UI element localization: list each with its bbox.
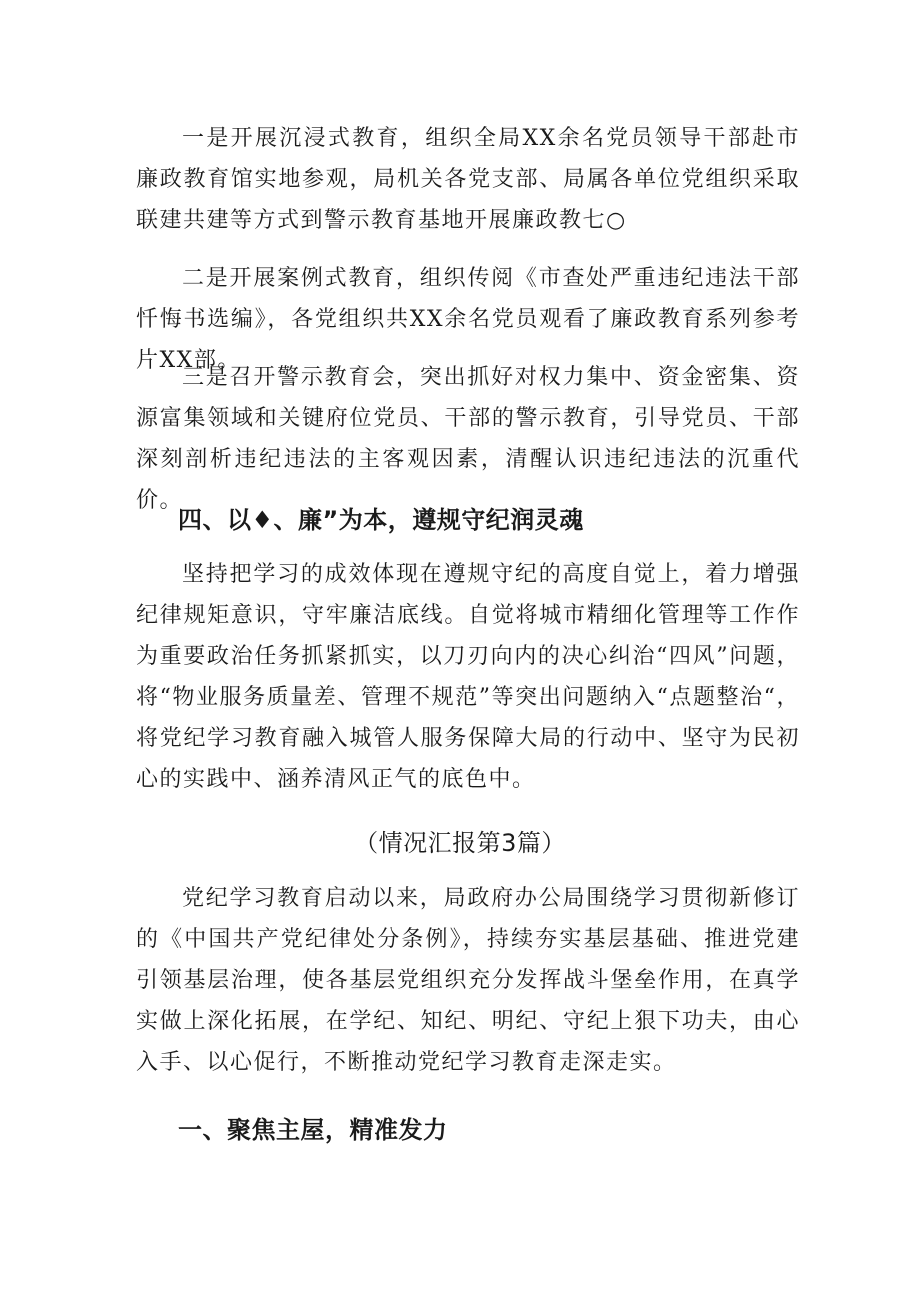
paragraph-report-intro: 党纪学习教育启动以来，局政府办公局围绕学习贯彻新修订的《中国共产党纪律处分条例》，持续夯实基层基础、推进党建引领基层治理，使各基层党组织充分发挥战斗堡垒作用，在真学实做上深化拓展，在学纪、知纪、明纪、守纪上狠下功夫，由心入手、以心促行，不断推动党纪学习教育走深走实。 [136, 886, 800, 1075]
paragraph-discipline: 坚持把学习的成效体现在遵规守纪的高度自觉上，着力增强纪律规矩意识，守牢廉洁底线。自觉将城市精细化管理等工作作为重要政治任务抓紧抓实，以刀刃向内的决心纠治“四风”问题，将“物业服务质量差、管理不规范”等突出问题纳入“点题整治“，将党纪学习教育融入城管人服务保障大局的行动中、坚守为民初心的实践中、涵养清风正气的底色中。 [136, 562, 800, 792]
paragraph-case-education: 二是开展案例式教育，组织传阅《市查处严重违纪违法干部忏悔书选编》，各党组织共XX余名党员观看了廉政教育系列参考片XX部。 [136, 266, 800, 373]
section-heading-four: 四、以♦、廉”为本，遵规守纪润灵魂 [178, 506, 584, 534]
section-heading-one: 一、聚焦主屋，精准发力 [178, 1116, 448, 1144]
paragraph-immersive-education: 一是开展沉浸式教育，组织全局XX余名党员领导干部赴市廉政教育馆实地参观，局机关各党支部、局属各单位党组织采取联建共建等方式到警示教育基地开展廉政教七○ [136, 126, 800, 233]
paragraph-warning-meeting: 三是召开警示教育会，突出抓好对权力集中、资金密集、资源富集领域和关键府位党员、干部的警示教育，引导党员、干部深刻剖析违纪违法的主客观因素，清醒认识违纪违法的沉重代价。 [136, 365, 800, 513]
report-subtitle: （情况汇报第3篇） [354, 829, 566, 857]
